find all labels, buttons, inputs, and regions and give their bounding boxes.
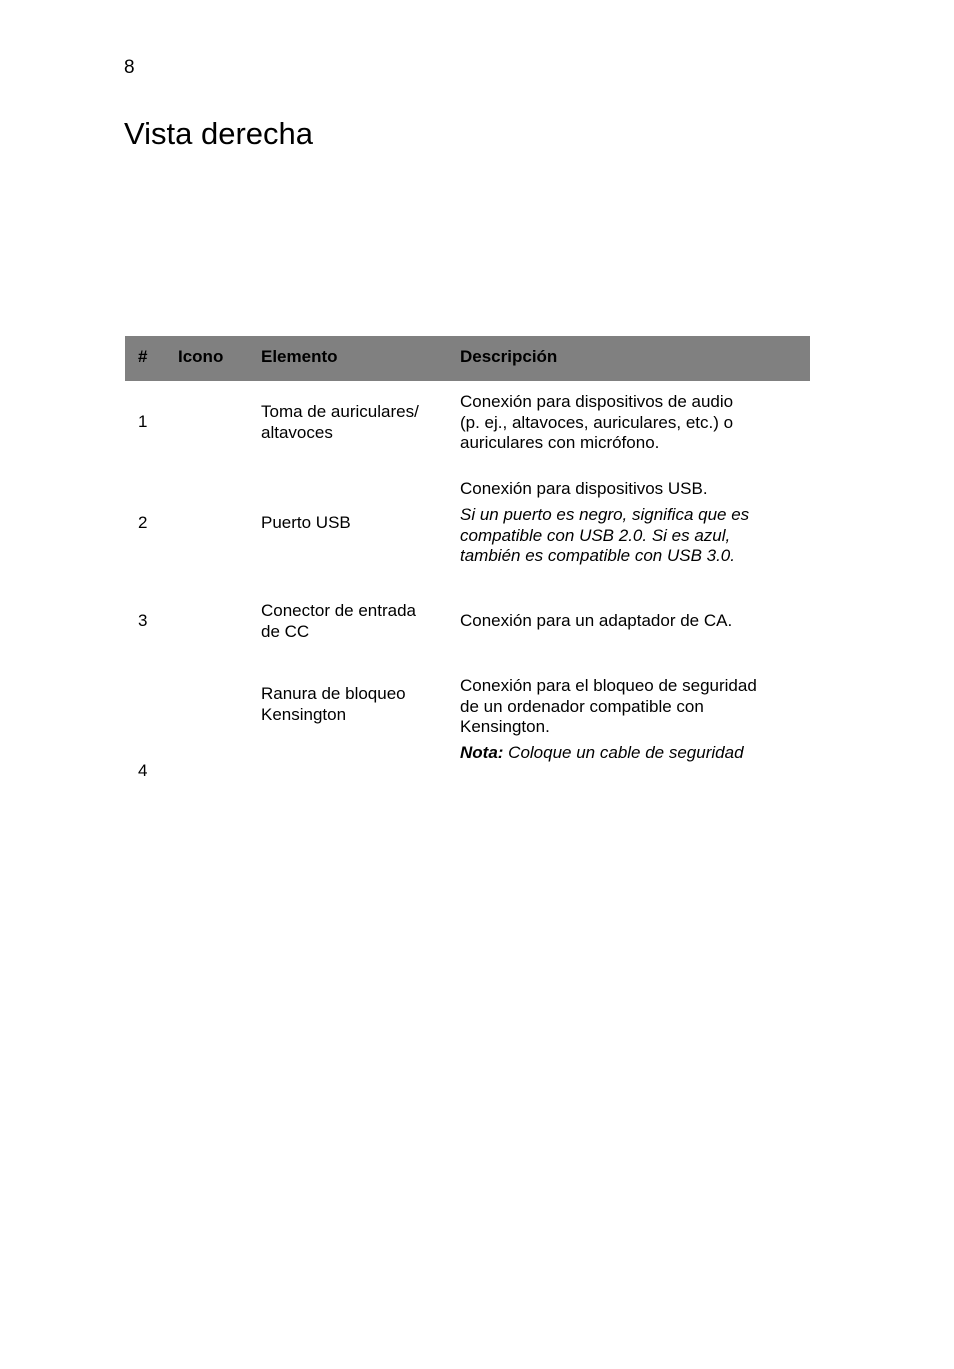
column-header-icon: Icono <box>178 347 224 366</box>
element-description <box>460 611 732 632</box>
usb-compatibility-note <box>460 505 749 567</box>
description-line: (p. ej., altavoces, auriculares, etc.) o <box>460 412 734 432</box>
element-name <box>261 684 406 725</box>
page-title: Vista derecha <box>124 116 313 151</box>
description-line: Conexión para dispositivos de audio <box>460 392 734 411</box>
row-number: 3 <box>138 611 148 630</box>
element-line: Ranura de bloqueo <box>261 684 406 703</box>
ports-table <box>125 336 810 796</box>
page-number: 8 <box>124 57 135 78</box>
headphone-jack-icon <box>173 406 233 436</box>
description-line: Conexión para un adaptador de CA. <box>460 611 733 630</box>
row-number: 4 <box>138 761 148 780</box>
row-number: 2 <box>138 513 148 532</box>
row-number: 1 <box>138 412 148 431</box>
usb-port-icon <box>173 507 233 537</box>
description-line: Conexión para el bloqueo de seguridad <box>460 676 757 695</box>
note-text: Coloque un cable de seguridad <box>503 743 744 762</box>
description-line: Kensington. <box>460 717 550 736</box>
description-line: auriculares con micrófono. <box>460 433 660 452</box>
element-description <box>460 479 708 500</box>
dc-in-icon <box>173 605 233 635</box>
element-line: Kensington <box>261 704 347 724</box>
description-line: Conexión para dispositivos USB. <box>460 479 708 498</box>
kensington-lock-icon <box>173 736 233 766</box>
element-name <box>261 601 416 642</box>
column-header-description: Descripción <box>460 347 558 366</box>
element-line: Conector de entrada <box>261 601 416 620</box>
column-header-number: # <box>138 347 148 366</box>
description-line: de un ordenador compatible con <box>460 696 704 716</box>
element-name <box>261 513 351 534</box>
element-line: Puerto USB <box>261 513 351 532</box>
element-line: altavoces <box>261 422 333 442</box>
description-line: compatible con USB 2.0. Si es azul, <box>460 525 731 545</box>
table-header <box>125 336 810 381</box>
element-description <box>460 676 757 738</box>
security-note <box>460 743 744 764</box>
element-line: de CC <box>261 621 310 641</box>
element-line: Toma de auriculares/ <box>261 402 419 421</box>
note-label: Nota: <box>460 743 504 762</box>
description-line: Si un puerto es negro, significa que es <box>460 505 750 524</box>
description-line: también es compatible con USB 3.0. <box>460 546 735 565</box>
element-name <box>261 402 419 443</box>
element-description <box>460 392 733 454</box>
column-header-element: Elemento <box>261 347 338 366</box>
